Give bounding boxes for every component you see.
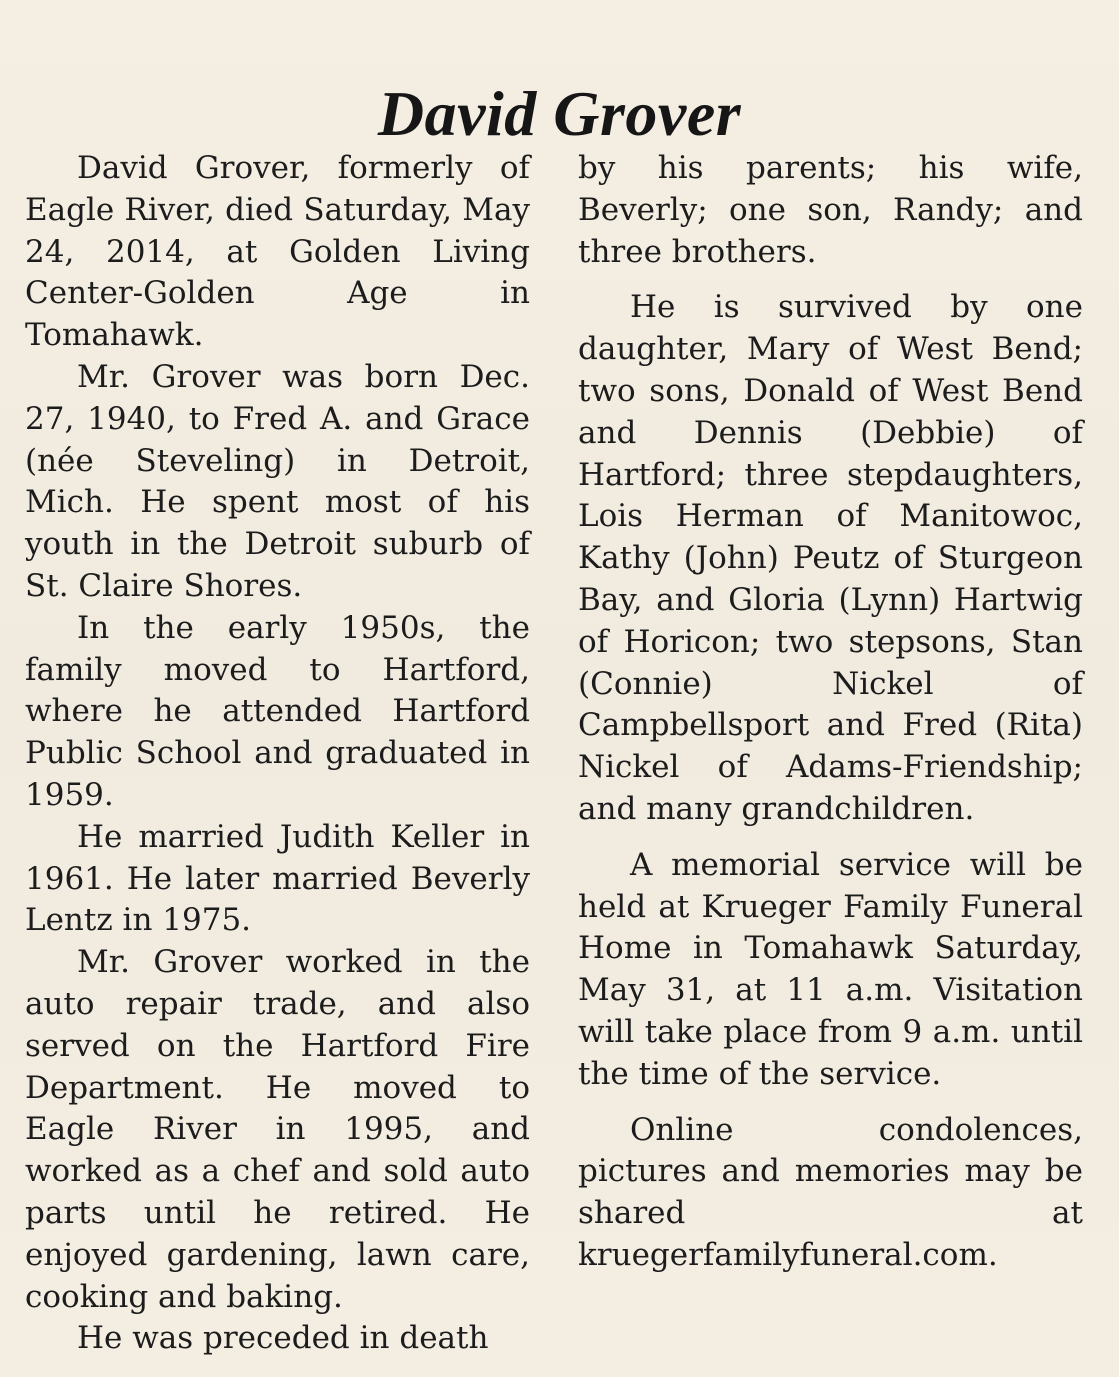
paragraph-condolences: Online condolences, pictures and memories may be shared at kruegerfamilyfuneral.com. (578, 1111, 1083, 1273)
obituary-title: David Grover (377, 77, 742, 149)
paragraph-career: Mr. Grover worked in the auto repair trade, and also served on the Hartford Fire Department. He moved to Eagle River in 1995, and worked as a chef and sold auto parts until he retired. He enjoyed gardening, lawn care, cooking and baking. (25, 944, 530, 1315)
paragraph-memorial-service: A memorial service will be held at Krueger Family Funeral Home in Tomahawk Saturday, May 31, at 11 a.m. Visitation will take place from 9 a.m. until the time of the service. (578, 846, 1083, 1092)
paragraph-survivors: He is survived by one daughter, Mary of West Bend; two sons, Donald of West Bend and Dennis (Debbie) of Hartford; three stepdaughters, Lois Herman of Manitowoc, Kathy (John) Peutz of Sturgeon Bay, and Gloria (Lynn) Hartwig of Horicon; two stepsons, Stan (Connie) Nickel of Campbellsport and Fred (Rita) Nickel of Adams-Friendship; and many grandchildren. (578, 289, 1083, 827)
paragraph-education: In the early 1950s, the family moved to Hartford, where he attended Hartford Public School and graduated in 1959. (25, 609, 530, 813)
paragraph-preceded-start: He was preceded in death (77, 1320, 489, 1357)
paragraph-birth: Mr. Grover was born Dec. 27, 1940, to Fred A. and Grace (née Steveling) in Detroit, Mich. He spent most of his youth in the Detroit suburb of St. Claire Shores. (25, 358, 530, 604)
paragraph-marriage: He married Judith Keller in 1961. He later married Beverly Lentz in 1975. (25, 818, 530, 939)
left-column (25, 148, 530, 1360)
right-column (578, 148, 1083, 1277)
paragraph-preceded-end: by his parents; his wife, Beverly; one son, Randy; and three brothers. (578, 150, 1083, 270)
paragraph-death-notice: David Grover, formerly of Eagle River, died Saturday, May 24, 2014, at Golden Living Center-Golden Age in Tomahawk. (25, 150, 530, 354)
